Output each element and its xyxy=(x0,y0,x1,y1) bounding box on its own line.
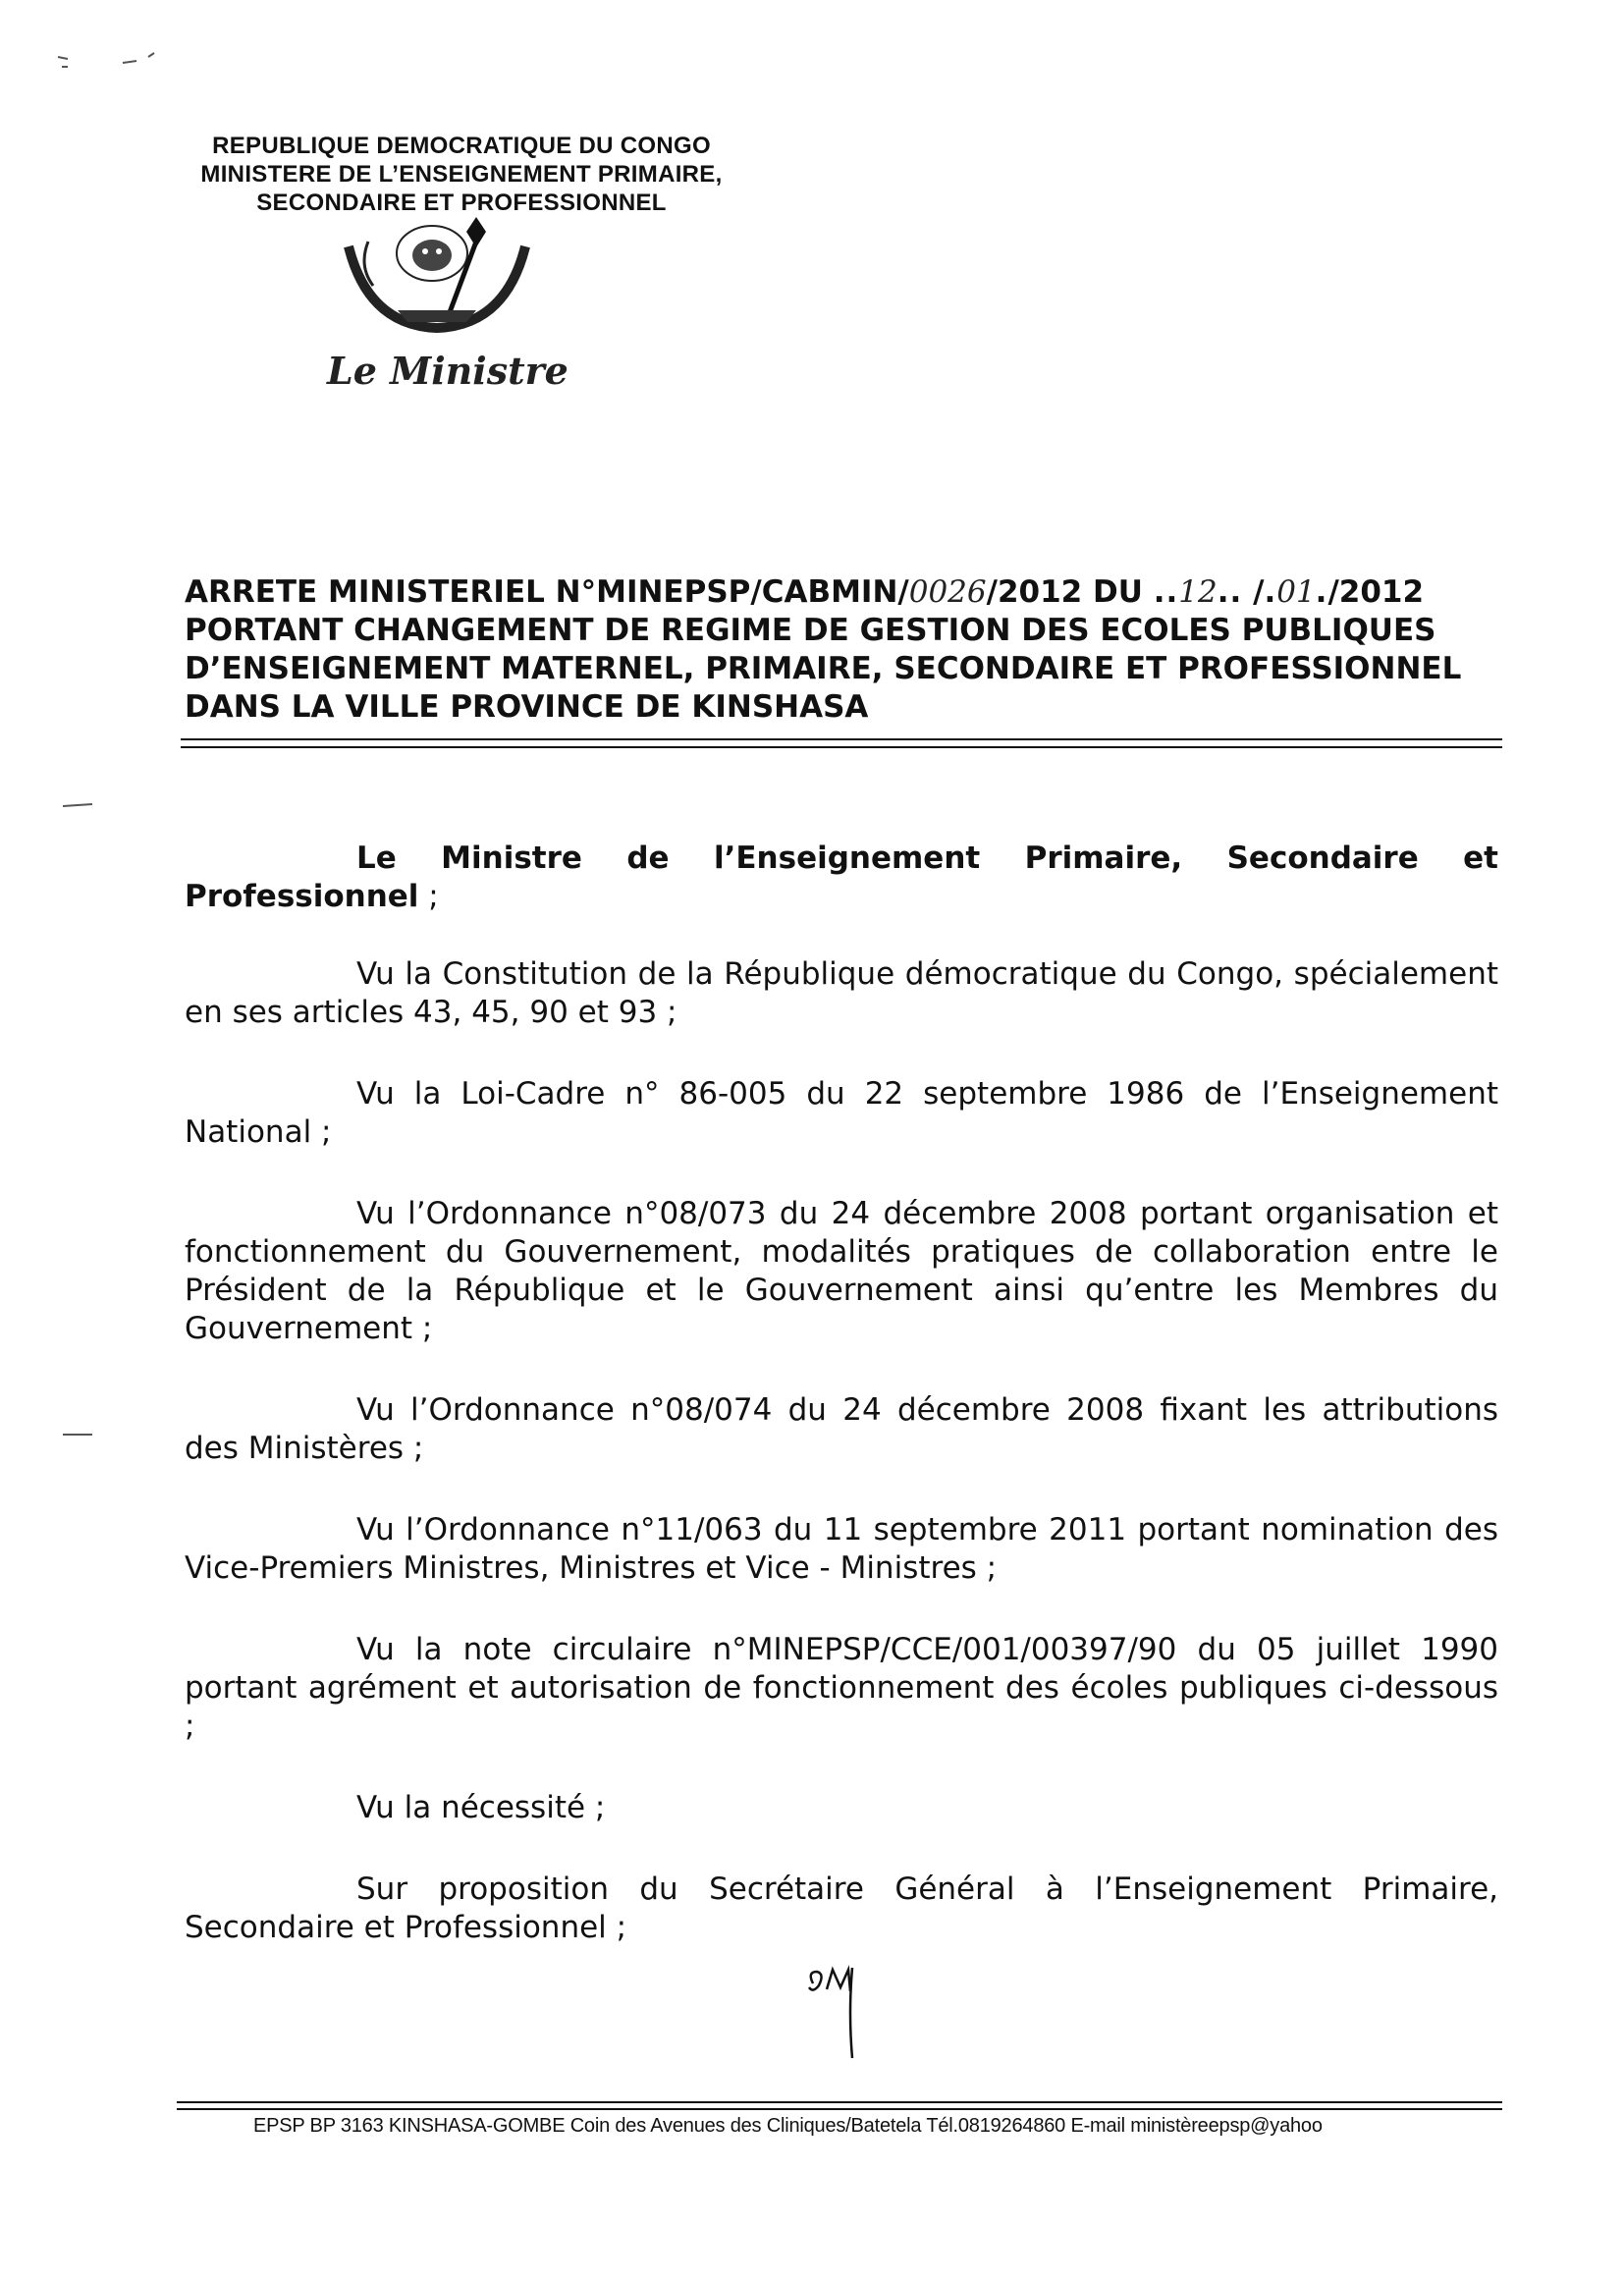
decree-prefix: ARRETE MINISTERIEL N°MINEPSP/CABMIN/ xyxy=(185,574,909,610)
scan-marks xyxy=(54,49,162,79)
intro-bold: Le Ministre de l’Enseignement Primaire, Secondaire et Professionnel xyxy=(185,841,1498,914)
minister-signature-title: Le Ministre xyxy=(327,349,568,393)
intro-paragraph: Le Ministre de l’Enseignement Primaire, Secondaire et Professionnel ; xyxy=(185,841,1498,914)
scan-mark xyxy=(59,800,98,810)
decree-day-handwritten: 12 xyxy=(1178,574,1218,610)
letterhead-country: REPUBLIQUE DEMOCRATIQUE DU CONGO xyxy=(212,133,711,159)
letterhead-ministry-cont: SECONDAIRE ET PROFESSIONNEL xyxy=(256,190,667,216)
paragraph-necessite: Vu la nécessité ; xyxy=(356,1790,606,1825)
paragraph-ordonnance-08-073: Vu l’Ordonnance n°08/073 du 24 décembre 2008 portant organisation et fonctionnement du Gouvernement, modalités pratiques de collaboration entre le Président de la République et le Gouvernement ainsi qu’entre les Membres du Gouvernement ; xyxy=(185,1196,1498,1346)
paragraph-proposition: Sur proposition du Secrétaire Général à l’Enseignement Primaire, Secondaire et Professionnel ; xyxy=(185,1872,1498,1945)
decree-title-line-3: D’ENSEIGNEMENT MATERNEL, PRIMAIRE, SECONDAIRE ET PROFESSIONNEL xyxy=(185,651,1462,686)
decree-year-du: /2012 DU xyxy=(986,574,1143,610)
letterhead-ministry: MINISTERE DE L’ENSEIGNEMENT PRIMAIRE, xyxy=(200,161,723,188)
decree-year-end: /2012 xyxy=(1327,574,1425,610)
decree-title-line-4: DANS LA VILLE PROVINCE DE KINSHASA xyxy=(185,689,869,725)
decree-number-handwritten: 0026 xyxy=(908,574,987,610)
paragraph-ordonnance-08-074: Vu l’Ordonnance n°08/074 du 24 décembre 2008 fixant les attributions des Ministères ; xyxy=(185,1392,1498,1466)
decree-title xyxy=(185,573,1498,727)
handwritten-initials xyxy=(805,1964,884,2062)
footer-address: EPSP BP 3163 KINSHASA-GOMBE Coin des Avenues des Cliniques/Batetela Tél.0819264860 E-mail ministèreepsp@yahoo xyxy=(253,2115,1323,2137)
paragraph-note-circulaire: Vu la note circulaire n°MINEPSP/CCE/001/00397/90 du 05 juillet 1990 portant agrément et autorisation de fonctionnement des écoles publiques ci-dessous ; xyxy=(185,1632,1498,1744)
coat-of-arms-icon xyxy=(329,212,545,340)
paragraph-constitution: Vu la Constitution de la République démocratique du Congo, spécialement en ses articles 43, 45, 90 et 93 ; xyxy=(185,956,1498,1030)
footer-divider xyxy=(177,2101,1502,2110)
decree-title-line-2: PORTANT CHANGEMENT DE REGIME DE GESTION DES ECOLES PUBLIQUES xyxy=(185,613,1436,648)
decree-title-line-1: ARRETE MINISTERIEL N°MINEPSP/CABMIN/0026/2012 DU ..12.. /.01./2012 xyxy=(185,574,1425,610)
paragraph-ordonnance-11-063: Vu l’Ordonnance n°11/063 du 11 septembre 2011 portant nomination des Vice-Premiers Ministres, Ministres et Vice - Ministres ; xyxy=(185,1512,1498,1586)
scan-mark xyxy=(59,1429,98,1438)
title-divider xyxy=(181,738,1502,748)
decree-month-handwritten: 01 xyxy=(1276,574,1316,610)
paragraph-loi-cadre: Vu la Loi-Cadre n° 86-005 du 22 septembre 1986 de l’Enseignement National ; xyxy=(185,1076,1498,1150)
document-body xyxy=(185,840,1498,1947)
letterhead xyxy=(177,132,746,217)
